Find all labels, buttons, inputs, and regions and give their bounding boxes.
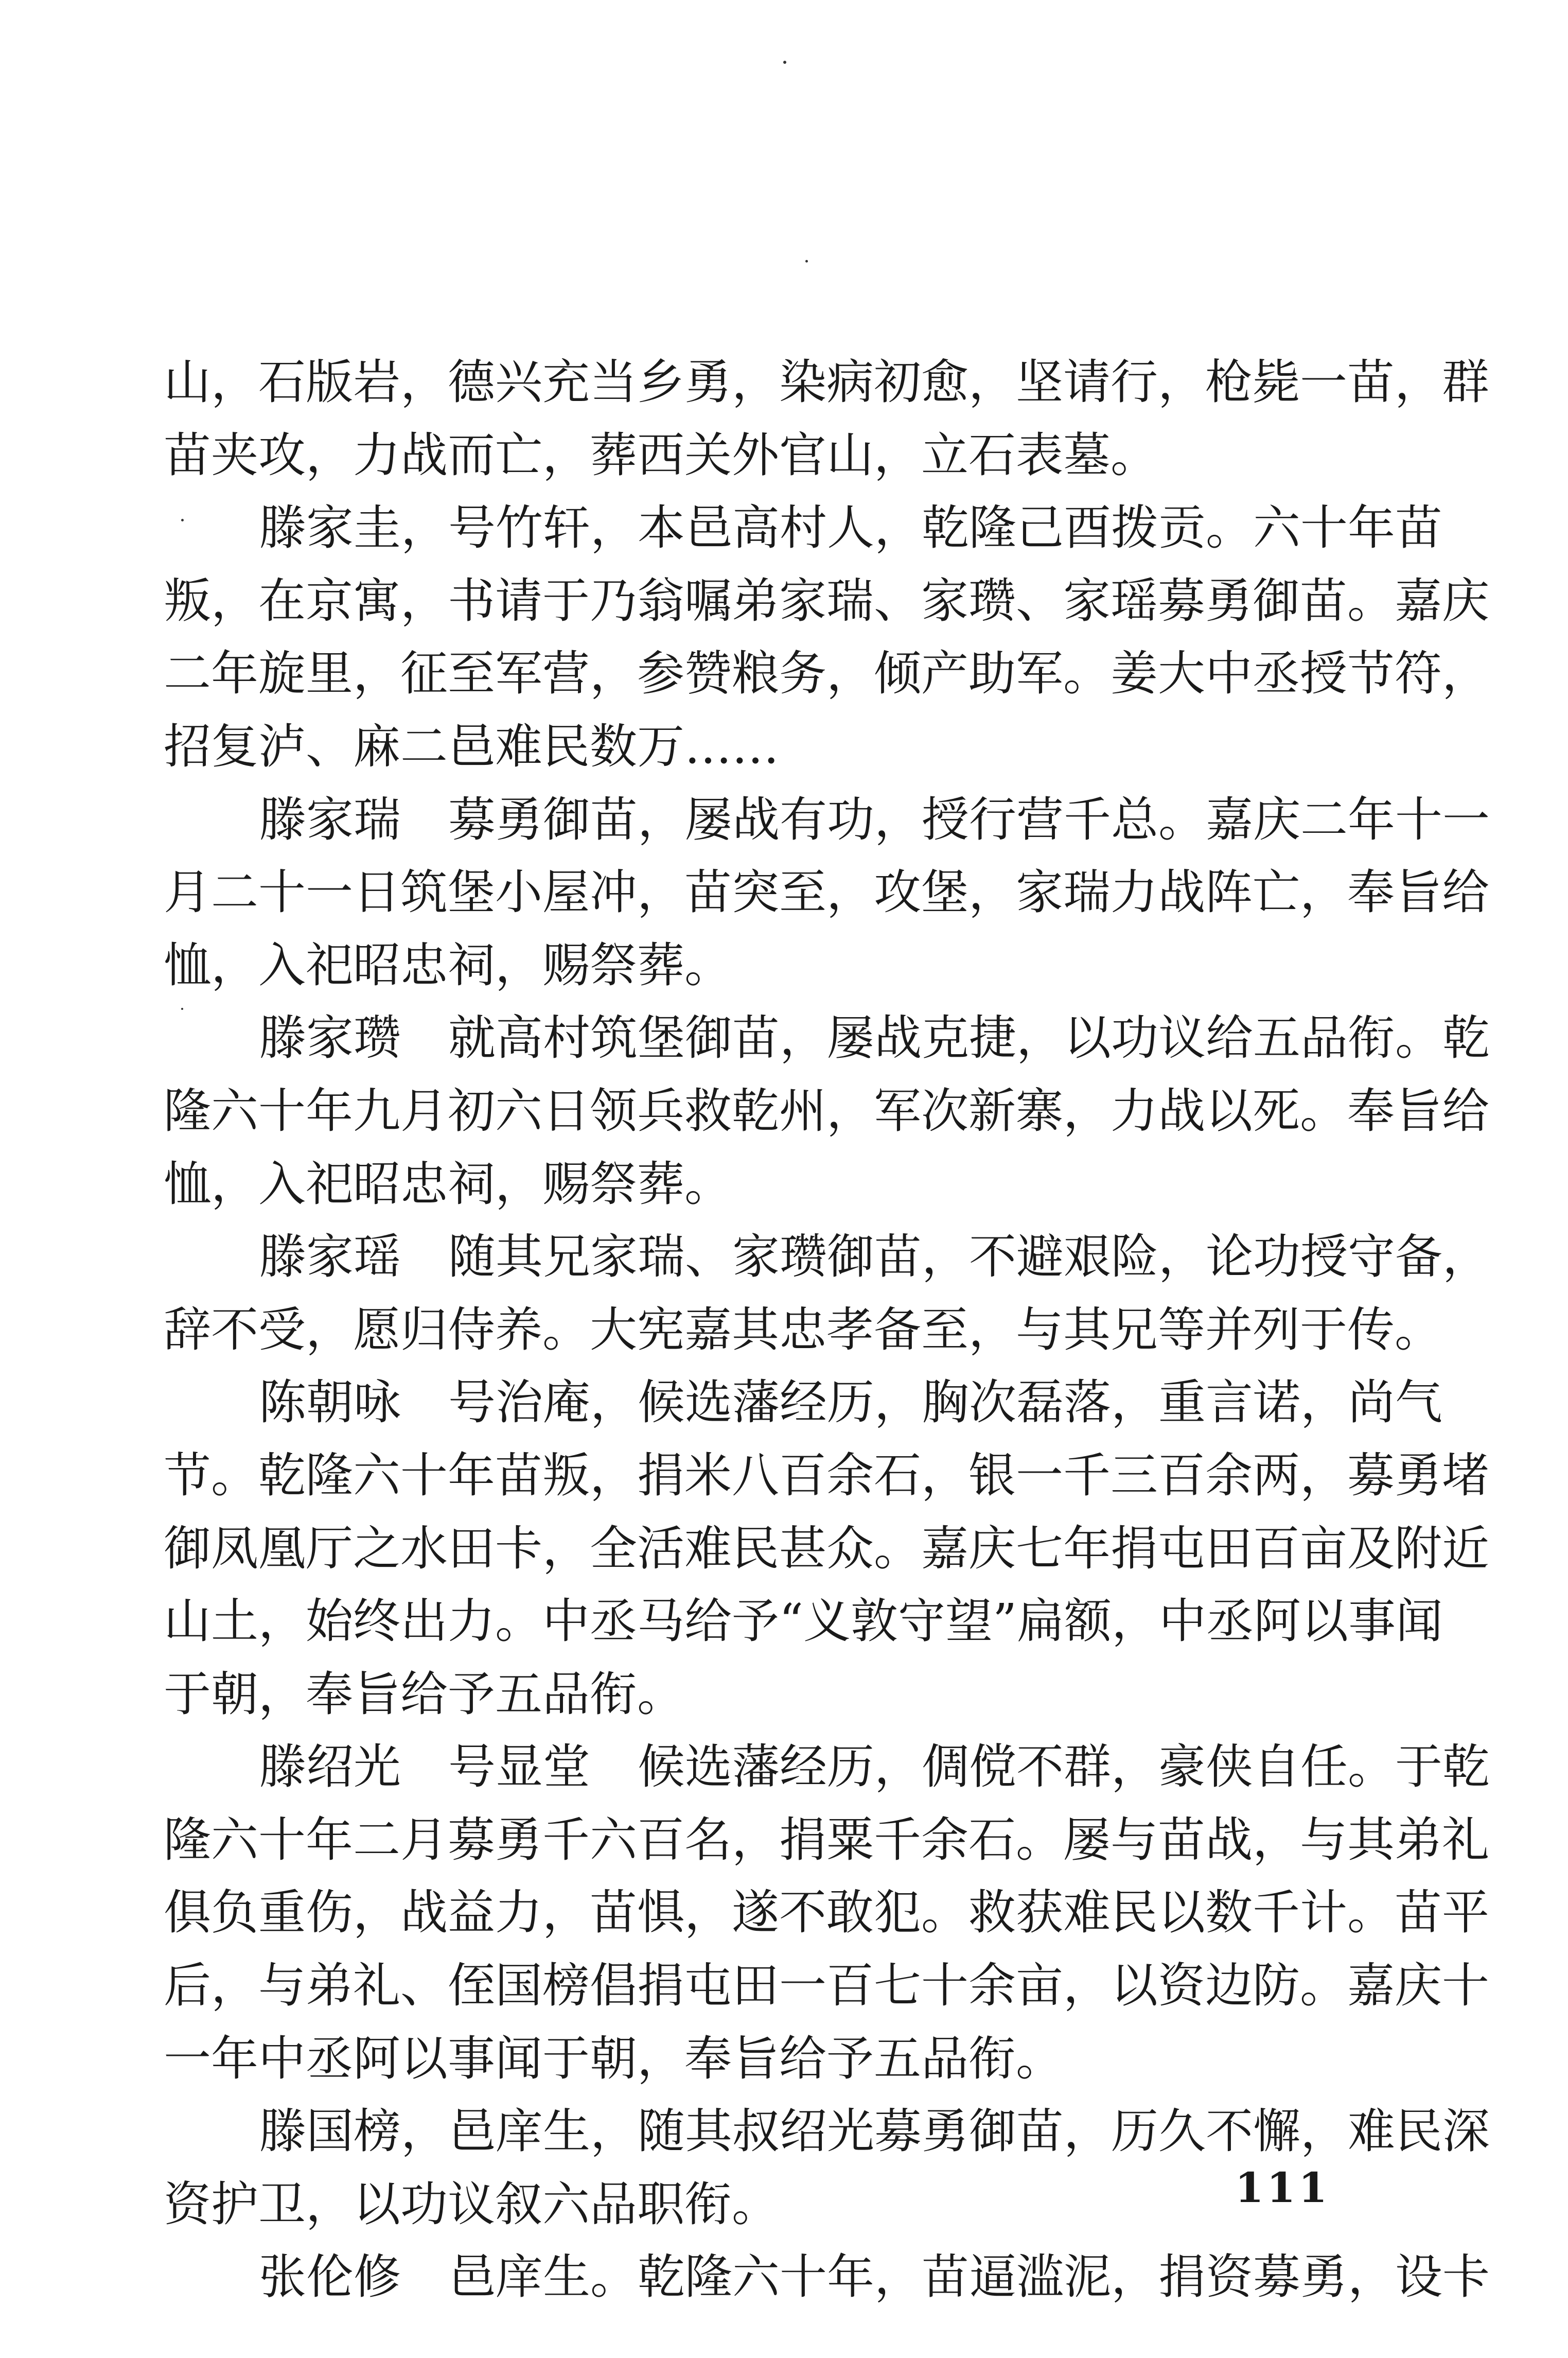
- text-line: 山，石版岩，德兴充当乡勇，染病初愈，坚请行，枪毙一苗，群: [164, 355, 1490, 410]
- text-line: 滕家瑶 随其兄家瑞、家瓒御苗，不避艰险，论功授守备，: [259, 1229, 1490, 1285]
- text-line: 招复泸、麻二邑难民数万……: [164, 719, 780, 774]
- text-line: 滕绍光 号显堂 候选藩经历，倜傥不群，豪侠自任。于乾: [259, 1739, 1490, 1795]
- text-line: 山土，始终出力。中丞马给予“义敦守望”扁额，中丞阿以事闻: [164, 1594, 1443, 1649]
- text-line: 隆六十年二月募勇千六百名，捐粟千余石。屡与苗战，与其弟礼: [164, 1812, 1490, 1867]
- text-line: 恤，入祀昭忠祠，赐祭葬。: [164, 937, 732, 993]
- ink-speck: [783, 61, 786, 64]
- text-line: 滕国榜，邑庠生，随其叔绍光募勇御苗，历久不懈，难民深: [259, 2104, 1490, 2159]
- text-line: 张伦修 邑庠生。乾隆六十年，苗逼滥泥，捐资募勇，设卡: [259, 2249, 1490, 2305]
- text-line: 节。乾隆六十年苗叛，捐米八百余石，银一千三百余两，募勇堵: [164, 1447, 1490, 1503]
- text-line: 资护卫，以功议叙六品职衔。: [164, 2176, 780, 2232]
- body-text: [164, 346, 1490, 2314]
- text-line: 叛，在京寓，书请于乃翁嘱弟家瑞、家瓒、家瑶募勇御苗。嘉庆: [164, 573, 1490, 628]
- text-line: 隆六十年九月初六日领兵救乾州，军次新寨，力战以死。奉旨给: [164, 1083, 1490, 1139]
- text-line: 二年旋里，征至军营，参赞粮务，倾产助军。姜大中丞授节符，: [164, 646, 1490, 702]
- text-line: 滕家圭，号竹轩，本邑高村人，乾隆己酉拨贡。六十年苗: [259, 500, 1443, 556]
- text-line: 一年中丞阿以事闻于朝，奉旨给予五品衔。: [164, 2031, 1064, 2086]
- text-line: 恤，入祀昭忠祠，赐祭葬。: [164, 1156, 732, 1212]
- page-number: 111: [1235, 2163, 1330, 2212]
- text-line: 陈朝咏 号治庵，候选藩经历，胸次磊落，重言诺，尚气: [259, 1375, 1443, 1430]
- text-line: 俱负重伤，战益力，苗惧，遂不敢犯。救获难民以数千计。苗平: [164, 1885, 1490, 1941]
- text-line: 御凤凰厅之水田卡，全活难民甚众。嘉庆七年捐屯田百亩及附近: [164, 1521, 1490, 1576]
- text-line: 辞不受，愿归侍养。大宪嘉其忠孝备至，与其兄等并列于传。: [164, 1302, 1442, 1357]
- text-line: 苗夹攻，力战而亡，葬西关外官山，立石表墓。: [164, 427, 1158, 483]
- text-line: 滕家瓒 就高村筑堡御苗，屡战克捷，以功议给五品衔。乾: [259, 1010, 1490, 1066]
- text-line: 月二十一日筑堡小屋冲，苗突至，攻堡，家瑞力战阵亡，奉旨给: [164, 865, 1490, 920]
- text-line: 滕家瑞 募勇御苗，屡战有功，授行营千总。嘉庆二年十一: [259, 792, 1490, 847]
- text-line: 后，与弟礼、侄国榜倡捐屯田一百七十余亩，以资边防。嘉庆十: [164, 1958, 1490, 2014]
- text-line: 于朝，奉旨给予五品衔。: [164, 1666, 685, 1722]
- ink-speck: [805, 260, 808, 263]
